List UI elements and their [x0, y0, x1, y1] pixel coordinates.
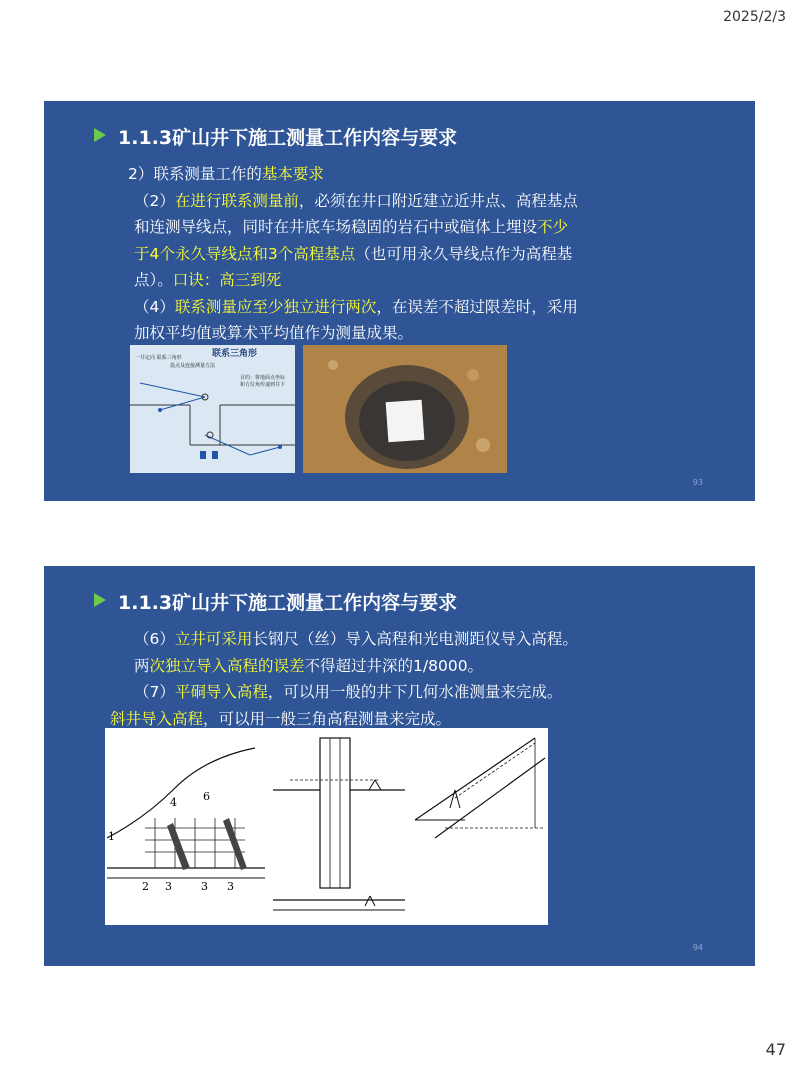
svg-text:3: 3	[165, 880, 172, 893]
slide-number: 93	[692, 478, 703, 487]
subheading: 2）联系测量工作的基本要求	[128, 165, 324, 183]
paragraph-7: （7）平硐导入高程，可以用一般的井下几何水准测量来完成。	[134, 683, 563, 701]
slide-body	[88, 161, 578, 347]
svg-text:一井定向 联系三角形: 一井定向 联系三角形	[135, 355, 182, 361]
svg-text:联系三角形: 联系三角形	[212, 349, 258, 359]
print-date: 2025/2/3	[723, 9, 786, 25]
elevation-transfer-figures	[105, 728, 548, 925]
slide-number: 94	[692, 943, 703, 952]
slide-93	[44, 101, 755, 501]
svg-text:投点及连接测量方法: 投点及连接测量方法	[170, 363, 216, 369]
paragraph-2: （2）在进行联系测量前，必须在井口附近建立近井点、高程基点和连测导线点，同时在井底车场稳固的岩石中或碹体上埋设不少于4个永久导线点和3个高程基点（也可用永久导线点作为高程基点）。口诀：高三到死	[134, 191, 578, 289]
svg-text:2: 2	[142, 880, 149, 893]
paragraph-6: （6）立井可采用长钢尺（丝）导入高程和光电测距仪导入高程。两次独立导入高程的误差不得超过井深的1/8000。	[134, 630, 578, 675]
paragraph-8: 斜井导入高程，可以用一般三角高程测量来完成。	[110, 709, 452, 728]
arrow-bullet-icon	[94, 128, 106, 142]
slide-94	[44, 566, 755, 966]
svg-text:6: 6	[203, 790, 210, 803]
svg-text:目的：将地面点坐标: 目的：将地面点坐标	[240, 375, 286, 381]
svg-text:3: 3	[227, 880, 234, 893]
slide-title: 1.1.3矿山井下施工测量工作内容与要求	[118, 127, 458, 149]
triangle-diagram	[130, 345, 295, 473]
svg-text:4: 4	[170, 796, 177, 809]
page-number: 47	[765, 1040, 786, 1059]
arrow-bullet-icon	[94, 593, 106, 607]
slide-title: 1.1.3矿山井下施工测量工作内容与要求	[118, 592, 458, 614]
paragraph-4: （4）联系测量应至少独立进行两次，在误差不超过限差时，采用加权平均值或算术平均值作为测量成果。	[134, 297, 578, 342]
svg-text:3: 3	[201, 880, 208, 893]
svg-text:和方位角传递到井下: 和方位角传递到井下	[240, 382, 286, 388]
benchmark-photo	[303, 345, 507, 473]
svg-text:1: 1	[108, 830, 115, 843]
slide-body	[88, 626, 578, 732]
